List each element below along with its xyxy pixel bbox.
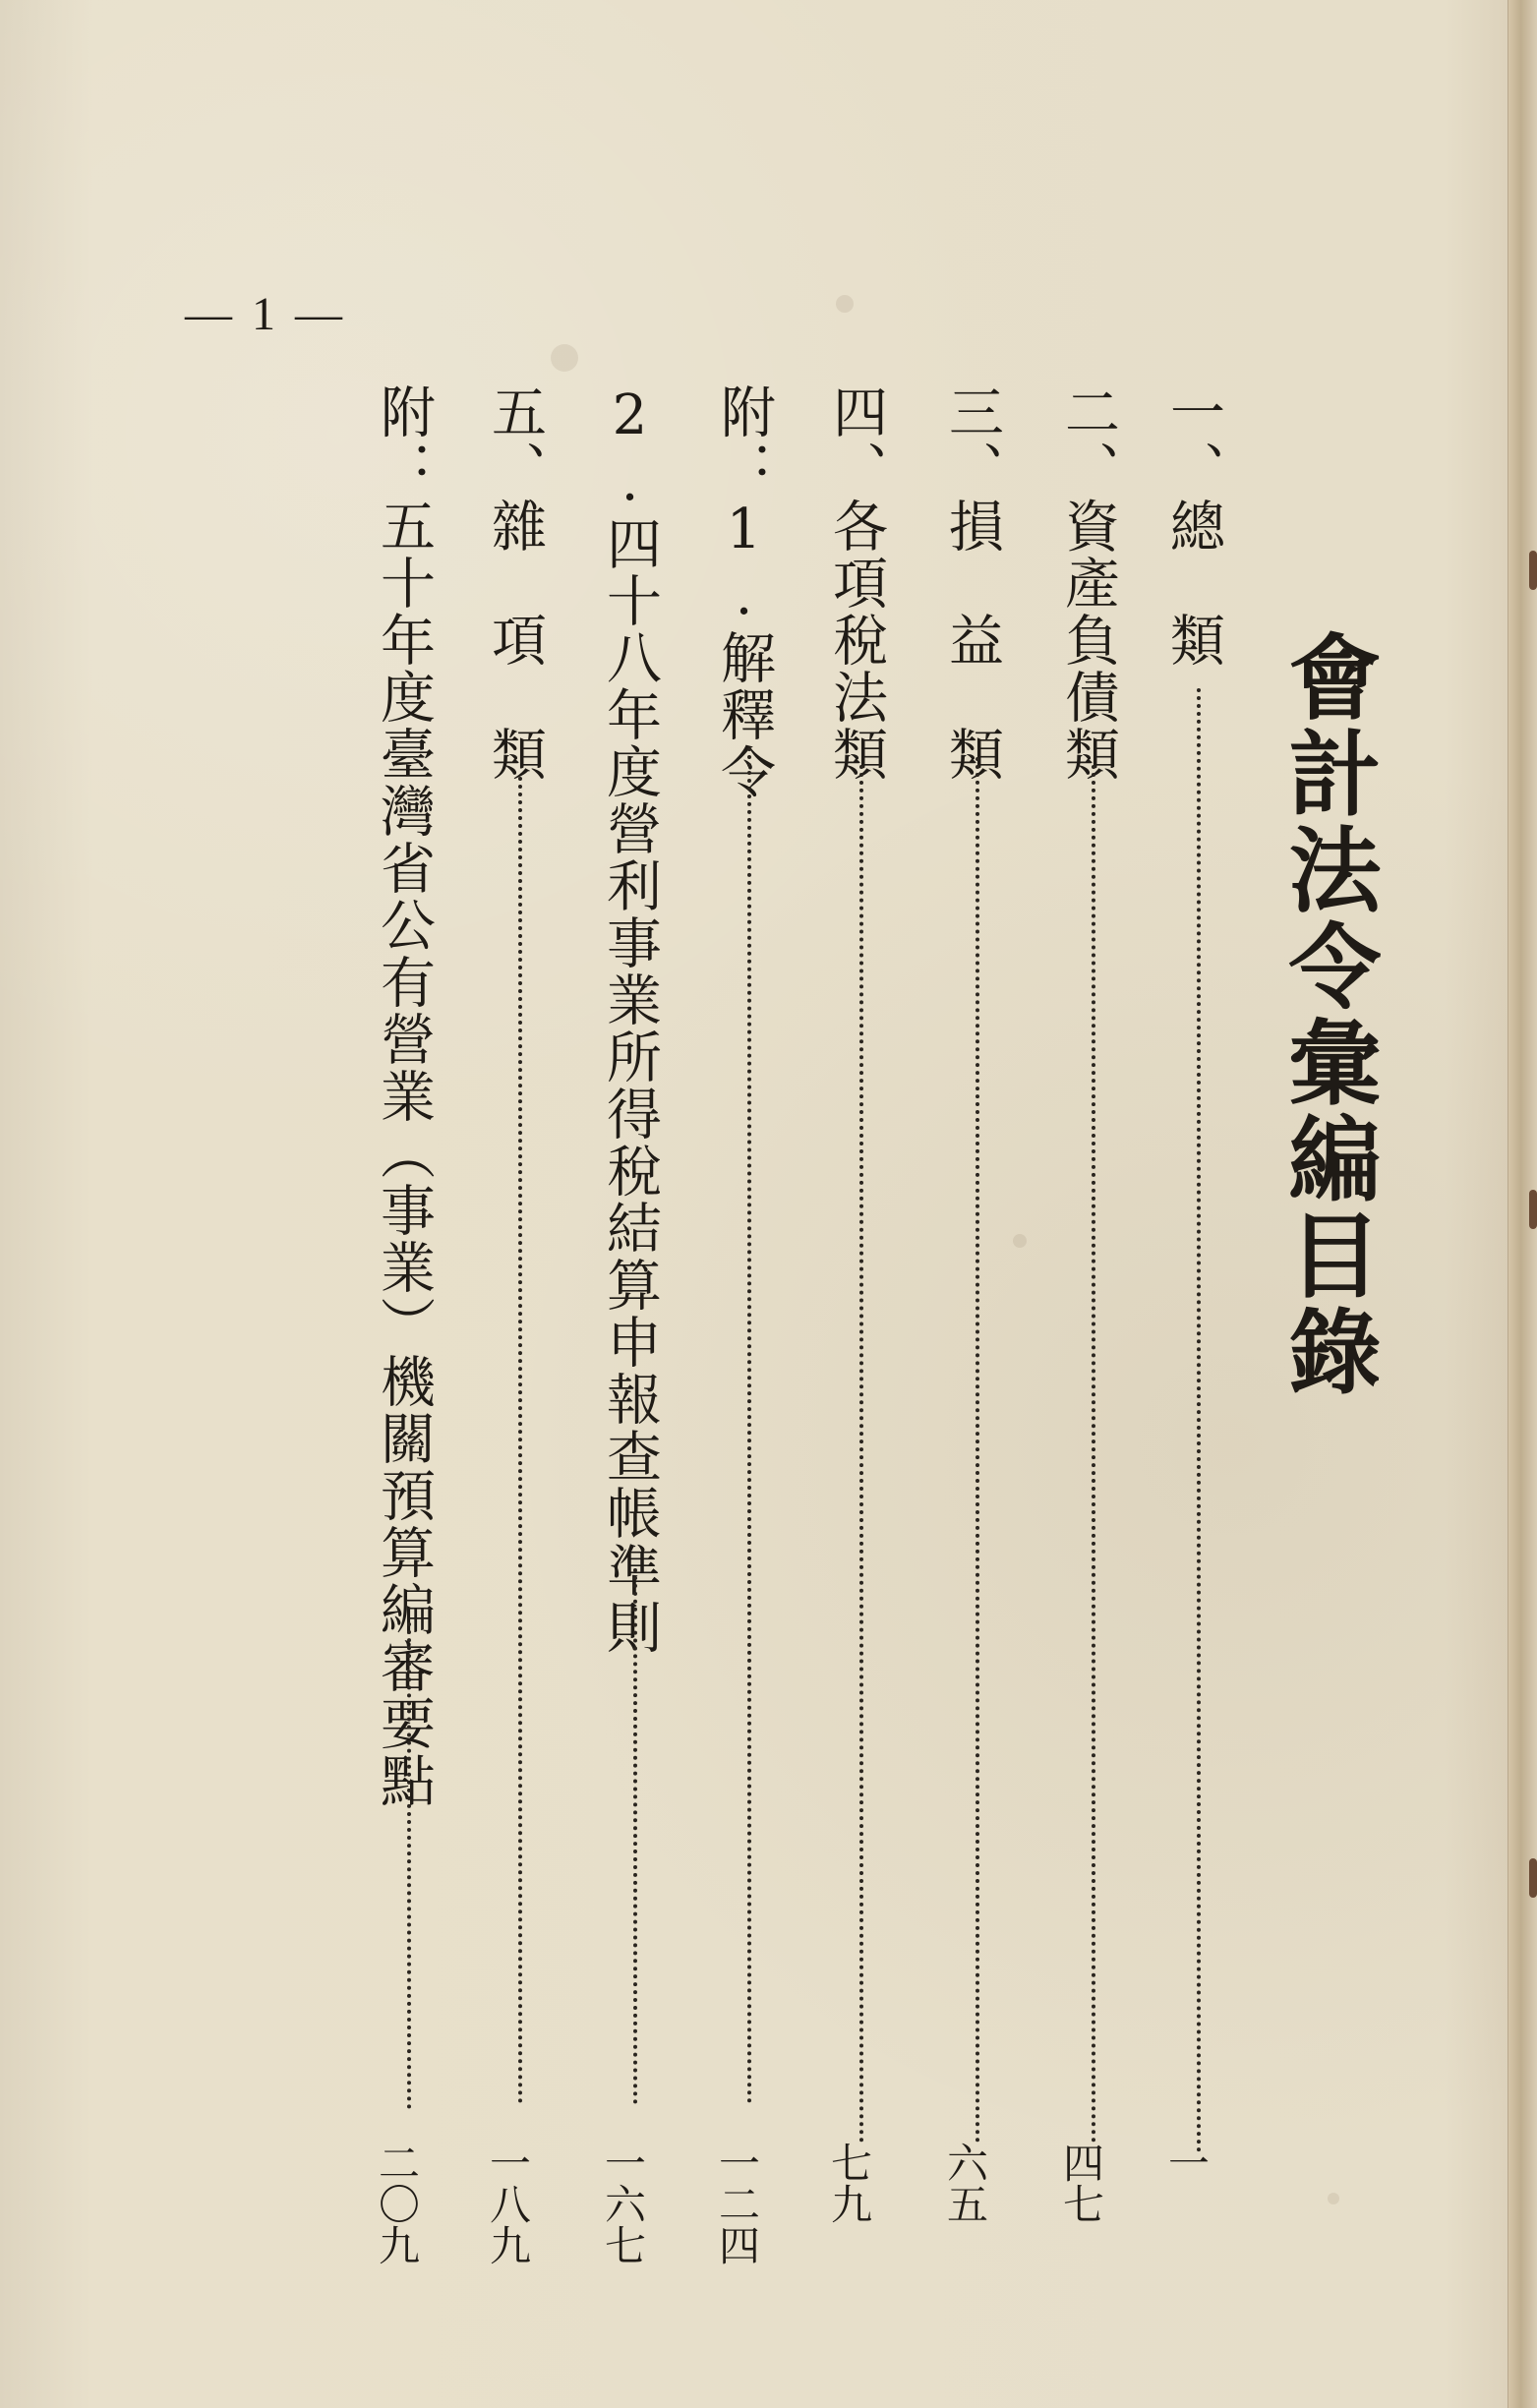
edge-mark-bottom — [1529, 1858, 1537, 1898]
toc-entry-label: 五、雜 項 類 — [483, 383, 547, 783]
toc-entry-page-number: 一六七 — [599, 2142, 647, 2265]
toc-entry-leader — [747, 747, 755, 2104]
toc-entry — [483, 383, 575, 2265]
toc-entry-page-number: 四七 — [1057, 2142, 1105, 2224]
toc-entry-leader — [518, 777, 526, 2104]
toc-entry — [1161, 383, 1254, 2242]
toc-entry-label: 2.四十八年度營利事業所得稅結算申報查帳準則 — [598, 383, 662, 1656]
toc-entry — [940, 383, 1033, 2242]
table-of-contents-title: 會計法令彙編目錄 — [1272, 629, 1381, 1400]
toc-entry-leader — [633, 1568, 641, 2104]
toc-entry-page-number: 一二四 — [713, 2142, 761, 2265]
edge-mark-top — [1529, 551, 1537, 590]
paper-stain-4 — [1328, 2193, 1339, 2204]
edge-mark-middle — [1529, 1190, 1537, 1229]
toc-entry-leader — [975, 757, 983, 2144]
toc-entry-leader — [859, 765, 867, 2144]
toc-entry-label: 附：五十年度臺灣省公有營業（事業）機關預算編審要點 — [372, 383, 436, 1809]
toc-entry-leader — [1197, 688, 1205, 2153]
toc-entry-label: 四、各項稅法類 — [824, 383, 888, 783]
toc-entry-label: 三、損 益 類 — [940, 383, 1004, 783]
toc-entry-leader — [407, 1622, 415, 2109]
toc-entry-page-number: 七九 — [825, 2142, 873, 2224]
toc-entry-leader — [1092, 765, 1099, 2144]
toc-entry — [824, 383, 916, 2242]
paper-stain-1 — [551, 344, 578, 372]
toc-entry — [1056, 383, 1149, 2242]
toc-entry-label: 附：1.解釋令 — [712, 383, 776, 800]
toc-entry — [372, 383, 464, 2265]
toc-entry-page-number: 一 — [1162, 2142, 1211, 2183]
toc-entry-label: 二、資產負債類 — [1056, 383, 1120, 783]
paper-stain-2 — [836, 295, 854, 313]
toc-entry-page-number: 二〇九 — [373, 2142, 421, 2265]
toc-entry-label: 一、總 類 — [1161, 383, 1225, 669]
toc-entry-page-number: 六五 — [941, 2142, 989, 2224]
toc-entry-page-number: 一八九 — [484, 2142, 532, 2265]
page-number: — 1 — — [185, 288, 346, 340]
toc-entry — [712, 383, 804, 2265]
toc-entry — [598, 383, 690, 2265]
